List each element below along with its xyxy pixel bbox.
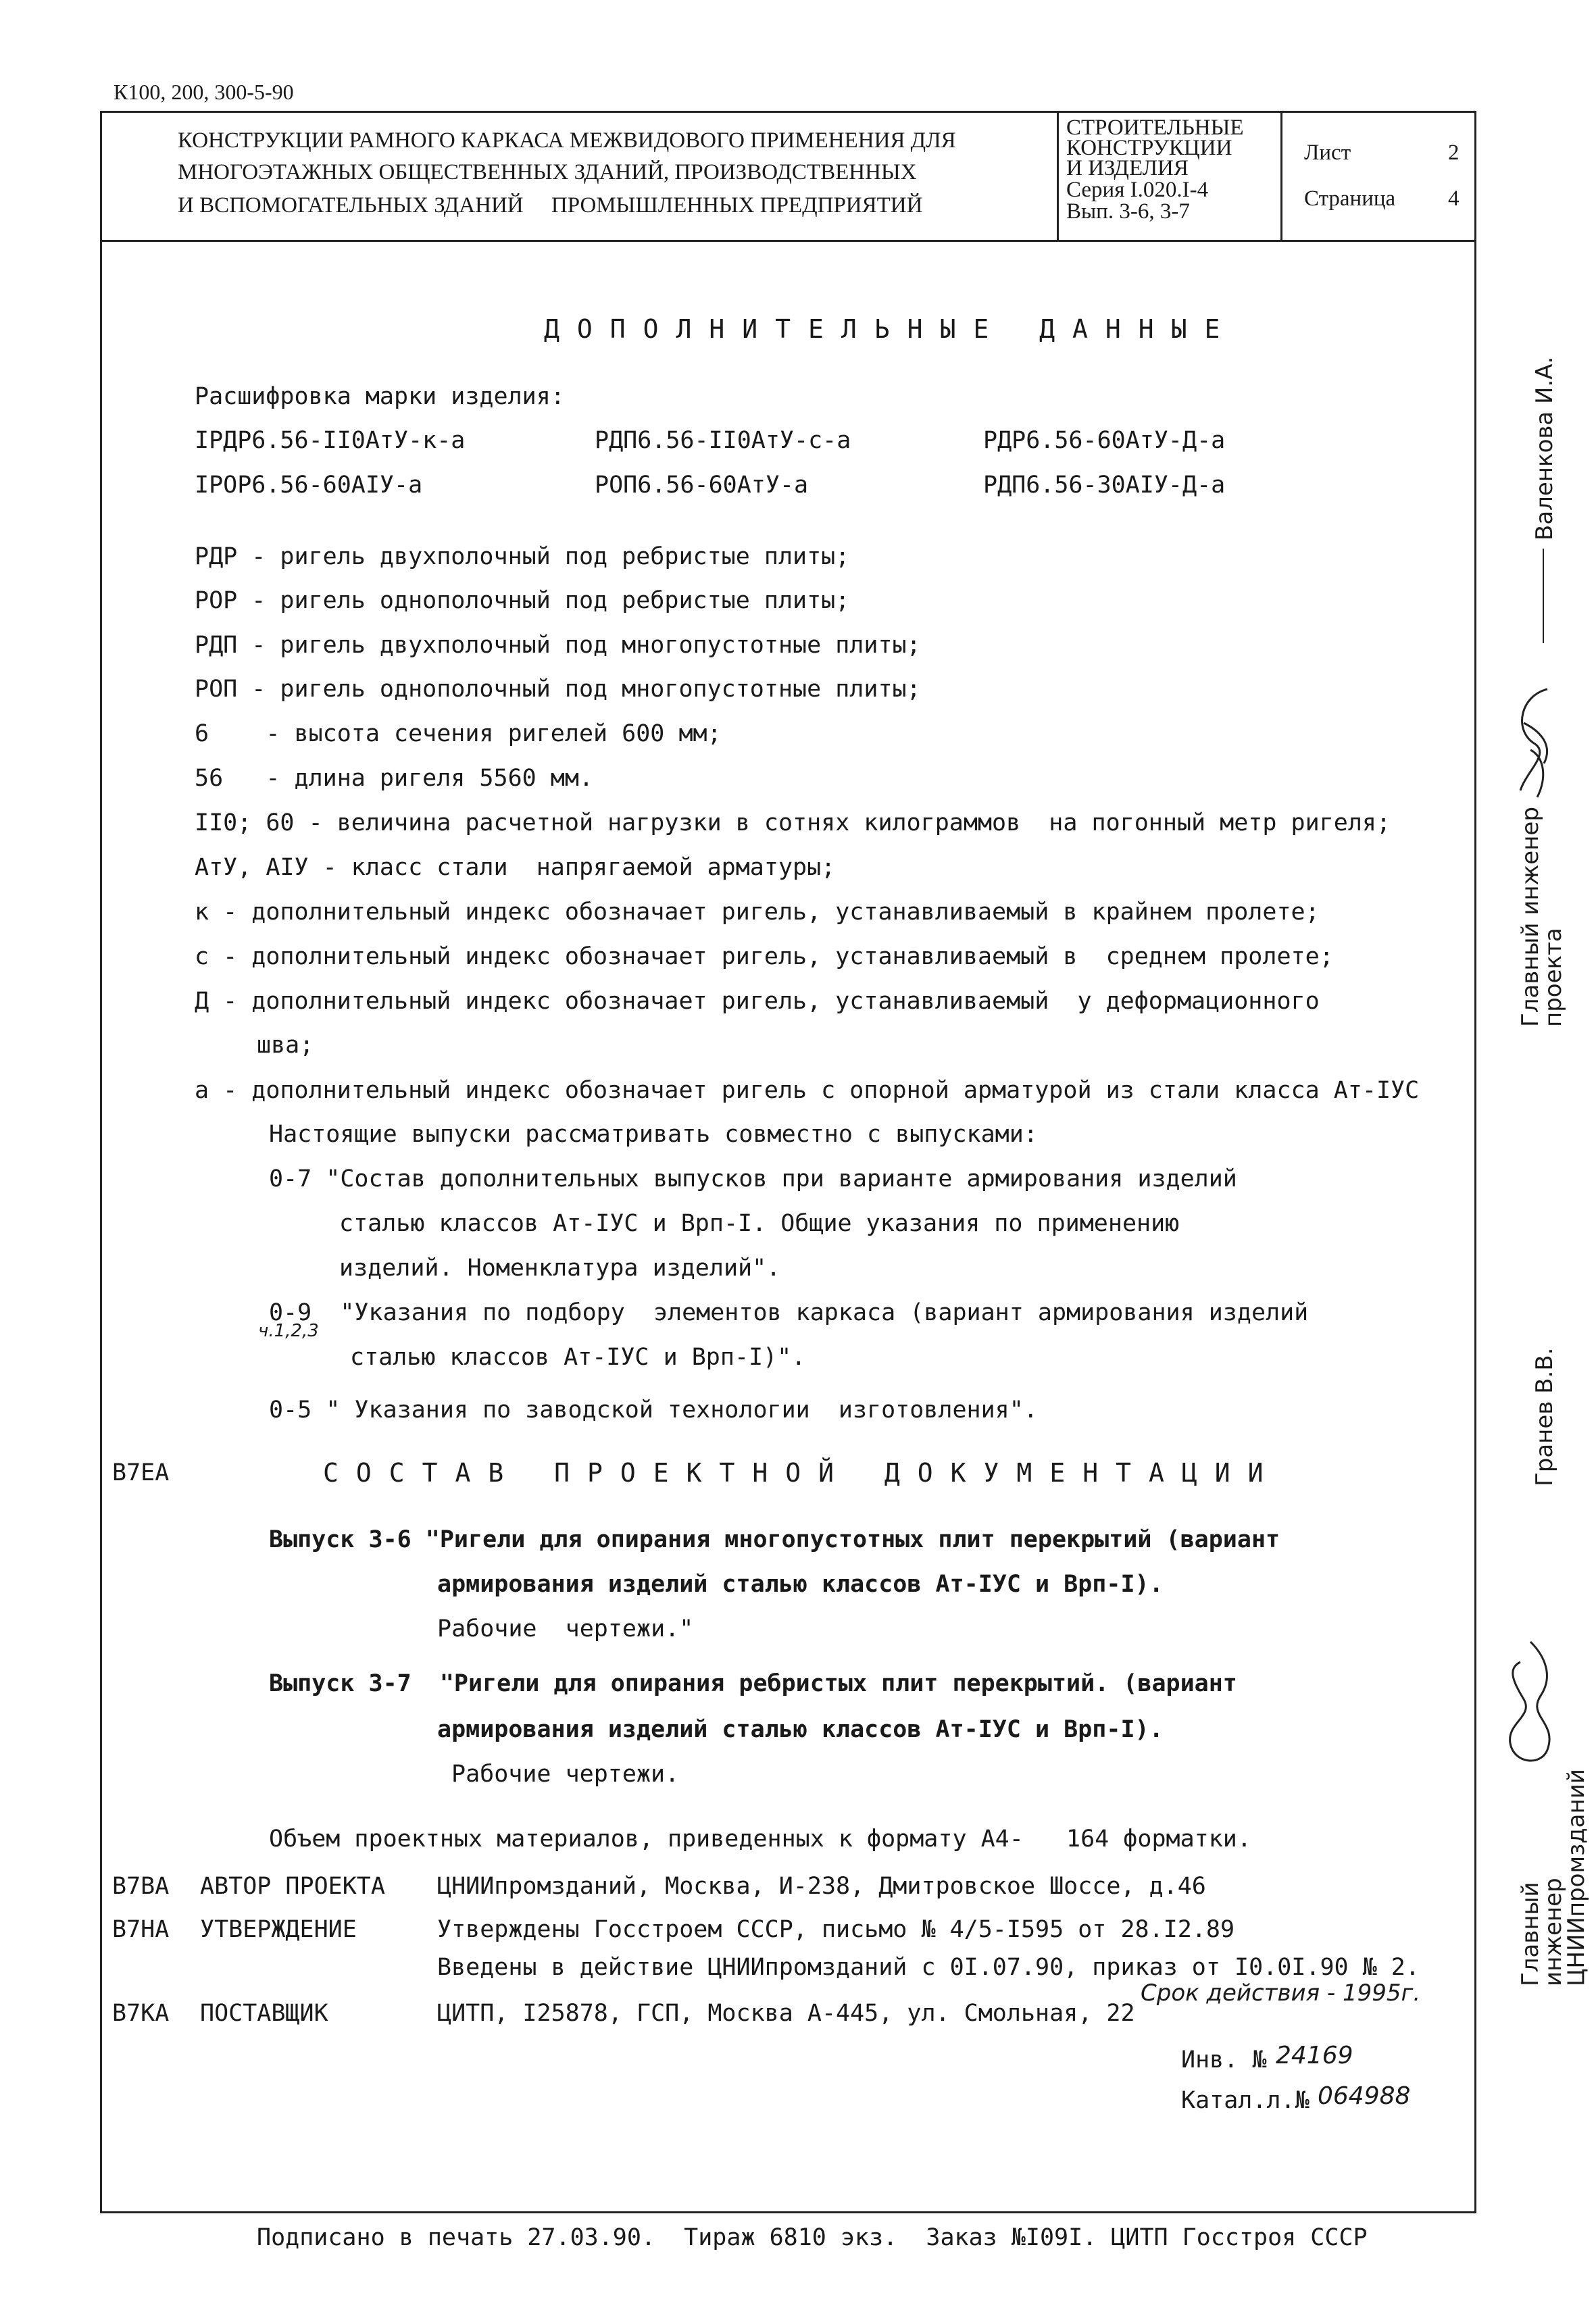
approval-value: Введены в действие ЦНИИпромзданий с 0I.07.90, приказ от I0.0I.90 № 2. xyxy=(437,1954,1420,1981)
header-divider-2 xyxy=(1280,111,1282,242)
definition-line: а - дополнительный индекс обозначает ригель с опорной арматурой из стали класса Ат-IУС xyxy=(195,1077,1420,1104)
series-line: И ИЗДЕЛИЯ xyxy=(1066,156,1189,180)
joint-item-line: 0-7 "Состав дополнительных выпусков при варианте армирования изделий xyxy=(269,1165,1237,1192)
page-label: Страница xyxy=(1304,186,1396,211)
mark-item: IРДР6.56-II0АтУ-к-а xyxy=(195,427,466,454)
footer-print-info: Подписано в печать 27.03.90. Тираж 6810 экз. Заказ №I09I. ЦИТП Госстроя СССР xyxy=(257,2224,1368,2251)
mark-item: РДП6.56-II0АтУ-с-а xyxy=(595,427,851,454)
inventory-number: 24169 xyxy=(1276,2042,1353,2069)
joint-item-line: 0-9 "Указания по подбору элементов каркаса (вариант армирования изделий xyxy=(269,1299,1309,1326)
supplier-code: В7КА xyxy=(112,2000,170,2027)
definition-line: РОП - ригель однополочный под многопустотные плиты; xyxy=(195,676,921,703)
side-name-valenkova: Валенкова И.А. xyxy=(1531,356,1558,540)
definition-line: РОР - ригель однополочный под ребристые плиты; xyxy=(195,587,850,614)
classifier-code: В7ЕА xyxy=(112,1459,170,1486)
issue-line: Рабочие чертежи. xyxy=(451,1761,680,1788)
joint-item-line: 0-5 " Указания по заводской технологии изготовления". xyxy=(269,1397,1038,1424)
definition-line: Д - дополнительный индекс обозначает ригель, устанавливаемый у деформационного xyxy=(195,988,1320,1015)
header-title-line: КОНСТРУКЦИИ РАМНОГО КАРКАСА МЕЖВИДОВОГО ПРИМЕНЕНИЯ ДЛЯ xyxy=(178,128,956,153)
document-code: К100, 200, 300-5-90 xyxy=(114,80,294,104)
issue-line: Выпуск 3-7 "Ригели для опирания ребристых плит перекрытий. (вариант xyxy=(269,1670,1237,1697)
definition-line: 6 - высота сечения ригелей 600 мм; xyxy=(195,720,722,747)
series-line: СТРОИТЕЛЬНЫЕ xyxy=(1066,116,1244,140)
header-divider-1 xyxy=(1057,111,1059,242)
issue-line: армирования изделий сталью классов Ат-IУС и Врп-I). xyxy=(437,1716,1164,1743)
signature-granev xyxy=(1493,1635,1568,1770)
mark-item: IРОР6.56-60АIУ-а xyxy=(195,472,423,499)
series-line: Серия I.020.I-4 xyxy=(1066,178,1209,202)
handwritten-parts-note: ч.1,2,3 xyxy=(258,1321,319,1341)
joint-item-line: сталью классов Ат-IУС и Врп-I. Общие указания по применению xyxy=(339,1210,1180,1237)
side-title-chief-institute: Главный инженер ЦНИИпромзданий xyxy=(1517,1769,1590,1986)
catalog-number: 064988 xyxy=(1318,2082,1411,2110)
sheet-label: Лист xyxy=(1304,141,1351,165)
definition-line: АтУ, АIУ - класс стали напрягаемой арматуры; xyxy=(195,854,836,881)
approval-code: В7НА xyxy=(112,1916,170,1943)
definition-line: с - дополнительный индекс обозначает ригель, устанавливаемый в среднем пролете; xyxy=(195,943,1334,970)
handwritten-validity-note: Срок действия - 1995г. xyxy=(1141,1980,1421,2007)
author-label: АВТОР ПРОЕКТА xyxy=(200,1873,385,1900)
side-line xyxy=(1543,549,1544,643)
definition-line: шва; xyxy=(257,1032,314,1059)
mark-item: РОП6.56-60АтУ-а xyxy=(595,472,809,499)
decoding-title: Расшифровка марки изделия: xyxy=(195,383,565,410)
supplier-label: ПОСТАВЩИК xyxy=(200,2000,328,2027)
header-title-line: И ВСПОМОГАТЕЛЬНЫХ ЗДАНИЙ ПРОМЫШЛЕННЫХ ПРЕДПРИЯТИЙ xyxy=(178,193,923,218)
issue-line: Выпуск 3-6 "Ригели для опирания многопустотных плит перекрытий (вариант xyxy=(269,1526,1280,1553)
definition-line: к - дополнительный индекс обозначает ригель, устанавливаемый в крайнем пролете; xyxy=(195,899,1320,926)
section-title-additional-data: ДОПОЛНИТЕЛЬНЫЕ ДАННЫЕ xyxy=(544,314,1238,344)
sheet-number: 2 xyxy=(1448,141,1460,165)
approval-label: УТВЕРЖДЕНИЕ xyxy=(200,1916,357,1943)
mark-item: РДР6.56-60АтУ-Д-а xyxy=(983,427,1226,454)
header-title-line: МНОГОЭТАЖНЫХ ОБЩЕСТВЕННЫХ ЗДАНИЙ, ПРОИЗВОДСТВЕННЫХ xyxy=(178,160,917,184)
definition-line: 56 - длина ригеля 5560 мм. xyxy=(195,765,594,792)
definition-line: РДП - ригель двухполочный под многопустотные плиты; xyxy=(195,632,921,659)
joint-item-line: изделий. Номенклатура изделий". xyxy=(339,1255,781,1282)
joint-intro: Настоящие выпуски рассматривать совместно с выпусками: xyxy=(269,1121,1038,1148)
supplier-value: ЦИТП, I25878, ГСП, Москва А-445, ул. Смольная, 22 xyxy=(437,2000,1135,2027)
section-title-project-documentation: СОСТАВ ПРОЕКТНОЙ ДОКУМЕНТАЦИИ xyxy=(323,1458,1281,1488)
inventory-label: Инв. № xyxy=(1181,2046,1267,2073)
page-number: 4 xyxy=(1448,186,1460,211)
joint-item-line: сталью классов Ат-IУС и Врп-I)". xyxy=(350,1344,806,1371)
header-bottom-line xyxy=(100,240,1474,242)
series-line: КОНСТРУКЦИИ xyxy=(1066,136,1232,160)
catalog-label: Катал.л.№ xyxy=(1181,2087,1310,2114)
volume-line: Объем проектных материалов, приведенных к формату А4- 164 форматки. xyxy=(269,1826,1251,1853)
issue-line: армирования изделий сталью классов Ат-IУС и Врп-I). xyxy=(437,1571,1164,1598)
side-name-granev: Гранев В.В. xyxy=(1531,1347,1558,1486)
author-code: В7ВА xyxy=(112,1873,170,1900)
approval-value: Утверждены Госстроем СССР, письмо № 4/5-I595 от 28.I2.89 xyxy=(437,1916,1235,1943)
definition-line: II0; 60 - величина расчетной нагрузки в сотнях килограммов на погонный метр ригеля; xyxy=(195,809,1391,836)
issue-line: Рабочие чертежи." xyxy=(437,1615,694,1642)
author-value: ЦНИИпромзданий, Москва, И-238, Дмитровское Шоссе, д.46 xyxy=(437,1873,1206,1900)
mark-item: РДП6.56-30АIУ-Д-а xyxy=(983,472,1226,499)
side-title-chief-project: Главный инженер проекта xyxy=(1517,807,1567,1027)
signature-valenkova xyxy=(1507,682,1568,804)
definition-line: РДР - ригель двухполочный под ребристые плиты; xyxy=(195,543,850,570)
series-line: Вып. 3-6, 3-7 xyxy=(1066,199,1190,224)
